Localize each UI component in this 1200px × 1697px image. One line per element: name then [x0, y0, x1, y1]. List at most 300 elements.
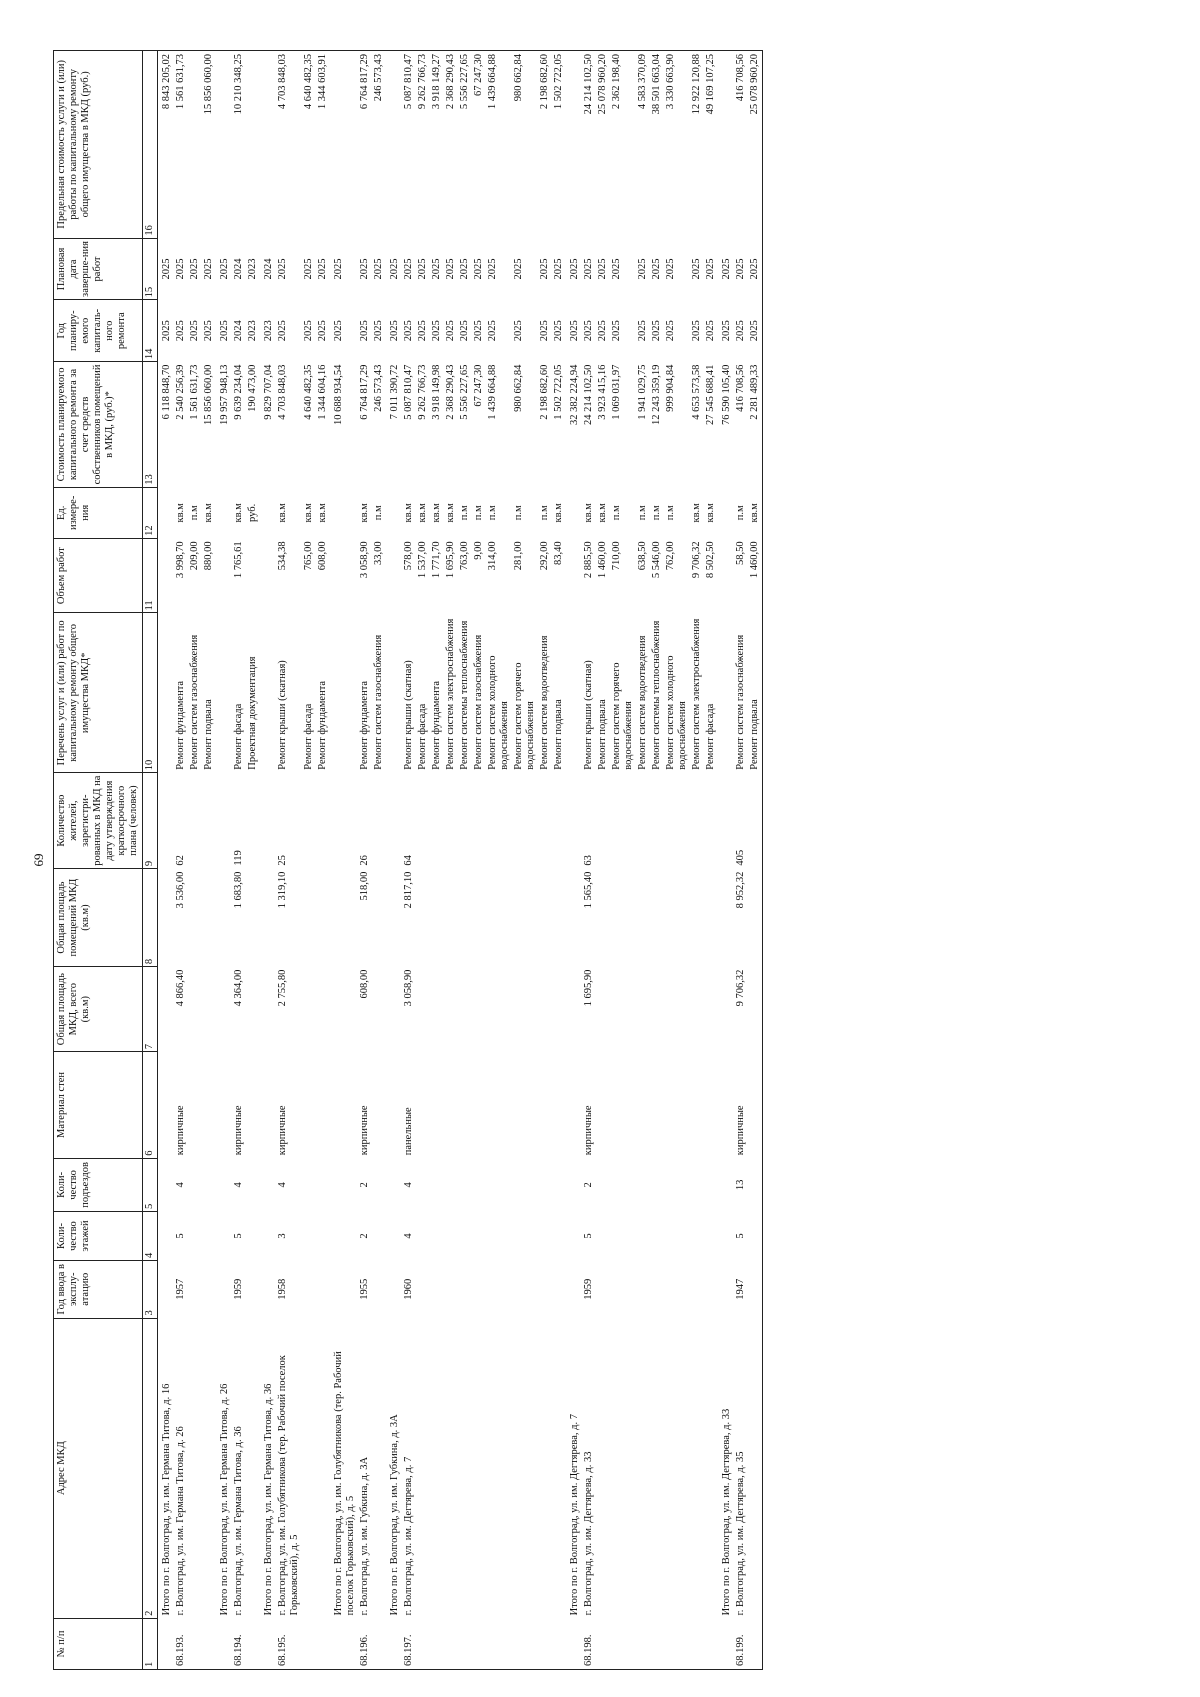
- table-cell: [566, 1052, 582, 1159]
- table-cell: [636, 773, 650, 869]
- table-row: [650, 51, 664, 1670]
- table-cell: Ремонт систем горячего водоснабжения: [513, 662, 536, 770]
- table-cell: [704, 967, 718, 1052]
- table-cell: [330, 869, 358, 967]
- column-number: 11: [143, 538, 158, 613]
- table-cell: Проектная документация: [247, 656, 258, 770]
- table-cell: [512, 1052, 538, 1159]
- table-cell: 2 198 682,60: [539, 364, 550, 420]
- table-cell: [610, 1158, 636, 1211]
- column-number: 4: [143, 1212, 158, 1261]
- table-cell: [430, 1318, 444, 1618]
- table-cell: 281,00: [513, 541, 524, 571]
- total-row: [260, 51, 276, 1670]
- table-cell: [690, 1318, 704, 1618]
- table-cell: 2025: [459, 320, 470, 342]
- table-cell: [330, 1618, 358, 1669]
- table-cell: кв.м: [431, 503, 442, 523]
- table-cell: [552, 1318, 566, 1618]
- table-cell: 38 501 663,04: [650, 51, 664, 239]
- table-cell: 2025: [389, 320, 400, 342]
- table-cell: 2023: [247, 258, 258, 280]
- table-cell: [650, 1212, 664, 1261]
- table-cell: 2025: [403, 320, 414, 342]
- column-number: 7: [143, 967, 158, 1052]
- column-header: Общая площадь МКД, всего (кв.м): [54, 967, 143, 1052]
- table-cell: [188, 1052, 202, 1159]
- table-cell: [748, 773, 763, 869]
- table-cell: кв.м: [417, 503, 428, 523]
- table-row: [552, 51, 566, 1670]
- total-row: [718, 51, 734, 1670]
- table-cell: 2025: [473, 258, 484, 280]
- table-cell: [216, 773, 232, 869]
- table-cell: 8 952,32: [735, 871, 746, 909]
- table-cell: [596, 1158, 610, 1211]
- table-cell: [718, 538, 734, 613]
- table-cell: 1 683,80: [233, 871, 244, 909]
- table-cell: 2025: [473, 320, 484, 342]
- table-row: [596, 51, 610, 1670]
- table-cell: 68.199.: [734, 1618, 748, 1669]
- table-cell: [316, 1052, 330, 1159]
- table-cell: 2025: [705, 258, 716, 280]
- table-cell: [216, 1212, 232, 1261]
- table-cell: [718, 613, 734, 773]
- table-cell: [596, 1318, 610, 1618]
- table-cell: 119: [233, 850, 244, 866]
- table-row: [690, 51, 704, 1670]
- table-cell: [610, 1212, 636, 1261]
- table-cell: 76 590 105,40: [721, 364, 732, 425]
- table-cell: п.м: [189, 505, 200, 521]
- capital-repair-table: [53, 50, 763, 1670]
- table-cell: Ремонт систем водоотведения: [539, 635, 550, 770]
- column-header: Материал стен: [54, 1052, 143, 1159]
- table-cell: [302, 1261, 316, 1319]
- table-cell: [538, 1158, 552, 1211]
- table-row: [188, 51, 202, 1670]
- table-row: [302, 51, 316, 1670]
- table-cell: [430, 967, 444, 1052]
- table-cell: 2 817,10: [403, 871, 414, 909]
- table-cell: Ремонт подвала: [597, 699, 608, 770]
- table-cell: 2025: [705, 320, 716, 342]
- table-cell: 1 319,10: [277, 871, 288, 909]
- table-cell: Ремонт подвала: [553, 699, 564, 770]
- table-cell: 4 653 573,58: [691, 364, 702, 420]
- table-cell: 1 069 031,97: [611, 364, 622, 420]
- table-cell: 1 344 603,91: [316, 51, 330, 239]
- table-cell: [718, 1618, 734, 1669]
- table-cell: 5 556 227,65: [459, 364, 470, 420]
- table-cell: 3 330 663,90: [664, 51, 690, 239]
- table-cell: [372, 967, 386, 1052]
- table-cell: [260, 1052, 276, 1159]
- table-cell: [566, 51, 582, 239]
- table-row: [372, 51, 386, 1670]
- table-cell: 314,00: [487, 541, 498, 571]
- table-cell: [664, 1618, 690, 1669]
- table-cell: п.м: [473, 505, 484, 521]
- table-cell: [188, 967, 202, 1052]
- table-cell: [430, 1158, 444, 1211]
- table-cell: Итого по г. Волгоград, ул. им. Дегтярева, д. 7: [569, 1414, 580, 1616]
- table-cell: [636, 1052, 650, 1159]
- table-cell: руб.: [247, 503, 258, 522]
- table-cell: [316, 1261, 330, 1319]
- table-cell: 2025: [203, 320, 214, 342]
- table-cell: [158, 773, 175, 869]
- table-cell: кирпичные: [175, 1105, 186, 1156]
- table-cell: Ремонт систем газоснабжения: [373, 634, 384, 770]
- table-cell: 2 885,50: [583, 541, 594, 579]
- table-cell: [610, 869, 636, 967]
- table-cell: 2025: [317, 320, 328, 342]
- table-cell: [472, 1318, 486, 1618]
- table-cell: [472, 1052, 486, 1159]
- table-cell: [386, 1618, 402, 1669]
- table-cell: [472, 1261, 486, 1319]
- table-cell: [650, 1158, 664, 1211]
- column-number: 1: [143, 1618, 158, 1669]
- table-cell: [386, 967, 402, 1052]
- table-cell: [330, 1158, 358, 1211]
- table-cell: 2025: [665, 320, 676, 342]
- table-cell: [664, 773, 690, 869]
- table-cell: 3 058,90: [403, 969, 414, 1007]
- table-cell: Ремонт фасада: [233, 703, 244, 770]
- table-cell: 1 695,90: [583, 969, 594, 1007]
- table-cell: 2025: [175, 258, 186, 280]
- table-cell: 68.198.: [582, 1618, 596, 1669]
- table-cell: [216, 967, 232, 1052]
- table-cell: [704, 1318, 718, 1618]
- table-cell: 2025: [569, 258, 580, 280]
- table-cell: [444, 1261, 458, 1319]
- table-cell: Ремонт фасада: [705, 703, 716, 770]
- table-row: [748, 51, 763, 1670]
- column-header: Адрес МКД: [54, 1318, 143, 1618]
- table-cell: [372, 1618, 386, 1669]
- column-number: 6: [143, 1052, 158, 1159]
- table-cell: г. Волгоград, ул. им. Дегтярева, д. 7: [403, 1456, 414, 1616]
- table-cell: [610, 1261, 636, 1319]
- table-cell: [330, 1052, 358, 1159]
- table-cell: [330, 773, 358, 869]
- table-cell: панельные: [403, 1107, 414, 1156]
- table-cell: 2: [583, 1182, 594, 1188]
- table-cell: [260, 1158, 276, 1211]
- table-cell: [704, 1618, 718, 1669]
- table-cell: 765,00: [303, 541, 314, 571]
- table-cell: п.м: [459, 505, 470, 521]
- table-cell: 2025: [539, 320, 550, 342]
- table-cell: [748, 967, 763, 1052]
- table-cell: [538, 1318, 552, 1618]
- table-cell: [512, 1318, 538, 1618]
- table-cell: [650, 967, 664, 1052]
- table-cell: 980 662,84: [512, 51, 538, 239]
- table-cell: [330, 51, 358, 239]
- table-cell: [216, 1052, 232, 1159]
- table-cell: п.м: [513, 505, 524, 521]
- table-row: [174, 51, 188, 1670]
- table-cell: [202, 967, 216, 1052]
- table-cell: 68.193.: [174, 1618, 188, 1669]
- table-cell: 4: [175, 1182, 186, 1188]
- table-cell: [596, 1052, 610, 1159]
- table-cell: 9 262 766,73: [416, 51, 430, 239]
- table-cell: [552, 967, 566, 1052]
- table-cell: 6 764 817,29: [358, 51, 372, 239]
- table-cell: 2025: [691, 258, 702, 280]
- table-cell: 1 695,90: [445, 541, 456, 579]
- table-cell: [472, 1618, 486, 1669]
- table-cell: [416, 869, 430, 967]
- table-cell: 1 502 722,05: [552, 51, 566, 239]
- table-cell: [596, 967, 610, 1052]
- table-cell: п.м: [487, 505, 498, 521]
- table-row: [358, 51, 372, 1670]
- table-cell: 2025: [637, 320, 648, 342]
- table-cell: [690, 1261, 704, 1319]
- table-cell: 2025: [513, 320, 524, 342]
- table-cell: кирпичные: [277, 1105, 288, 1156]
- table-cell: [552, 1158, 566, 1211]
- table-cell: [650, 1618, 664, 1669]
- table-cell: [246, 1261, 260, 1319]
- table-cell: 68.196.: [358, 1618, 372, 1669]
- table-cell: [636, 1318, 650, 1618]
- column-header: Коли-чество подъездов: [54, 1158, 143, 1211]
- table-cell: [246, 1158, 260, 1211]
- table-cell: [650, 1052, 664, 1159]
- table-cell: [416, 773, 430, 869]
- table-cell: [748, 869, 763, 967]
- table-cell: [486, 1158, 512, 1211]
- table-cell: [664, 1261, 690, 1319]
- table-cell: Ремонт фундамента: [359, 680, 370, 770]
- table-cell: [458, 1261, 472, 1319]
- table-cell: 4 583 370,09: [636, 51, 650, 239]
- table-cell: [386, 51, 402, 239]
- table-cell: [302, 1158, 316, 1211]
- table-cell: [512, 1158, 538, 1211]
- table-cell: [202, 1318, 216, 1618]
- table-cell: [596, 1261, 610, 1319]
- table-row: [202, 51, 216, 1670]
- table-cell: 2025: [359, 258, 370, 280]
- table-cell: 5 087 810,47: [403, 364, 414, 420]
- table-cell: [316, 1618, 330, 1669]
- table-cell: [202, 1212, 216, 1261]
- table-cell: кв.м: [317, 503, 328, 523]
- table-cell: 2024: [263, 258, 274, 280]
- table-cell: 25: [277, 855, 288, 866]
- table-row: [610, 51, 636, 1670]
- table-cell: 2025: [417, 258, 428, 280]
- table-cell: 2025: [651, 320, 662, 342]
- table-cell: 5: [175, 1233, 186, 1239]
- table-cell: [316, 1158, 330, 1211]
- table-cell: 12 922 120,88: [690, 51, 704, 239]
- table-cell: кирпичные: [735, 1105, 746, 1156]
- table-cell: 2025: [721, 258, 732, 280]
- total-row: [216, 51, 232, 1670]
- table-cell: Ремонт систем газоснабжения: [189, 634, 200, 770]
- table-cell: [202, 1052, 216, 1159]
- table-cell: кв.м: [748, 487, 763, 538]
- table-cell: 2025: [553, 258, 564, 280]
- column-header: Количество жителей, зарегистри-рованных в МКД на дату утверждения краткосрочного плана (человек): [54, 773, 143, 869]
- column-number: 14: [143, 300, 158, 362]
- table-cell: [260, 773, 276, 869]
- table-cell: 4: [403, 1233, 414, 1239]
- table-cell: [416, 1318, 430, 1618]
- column-header: Общая площадь помещений МКД (кв.м): [54, 869, 143, 967]
- table-cell: 1 561 631,73: [189, 364, 200, 420]
- table-cell: [610, 1318, 636, 1618]
- table-cell: [416, 1212, 430, 1261]
- table-cell: [458, 869, 472, 967]
- table-cell: 6 764 817,29: [359, 364, 370, 420]
- table-cell: [416, 1052, 430, 1159]
- table-cell: [636, 1158, 650, 1211]
- table-cell: Ремонт систем газоснабжения: [473, 634, 484, 770]
- column-header: Год планиру-емого капиталь-ного ремонта: [54, 300, 143, 362]
- table-cell: [202, 869, 216, 967]
- table-cell: [566, 1212, 582, 1261]
- table-cell: [444, 773, 458, 869]
- table-cell: [216, 538, 232, 613]
- table-cell: [216, 613, 232, 773]
- table-cell: [430, 1261, 444, 1319]
- table-cell: [486, 1618, 512, 1669]
- table-cell: Ремонт систем электроснабжения: [691, 618, 702, 770]
- table-cell: [386, 613, 402, 773]
- table-cell: 4 703 848,03: [277, 364, 288, 420]
- table-cell: [458, 1052, 472, 1159]
- table-cell: 763,00: [459, 541, 470, 571]
- table-cell: г. Волгоград, ул. им. Голубятникова (тер. Рабочий поселок Горьковский), д. 5: [277, 1355, 300, 1616]
- table-cell: [664, 1212, 690, 1261]
- table-cell: 4 703 848,03: [276, 51, 302, 239]
- table-cell: Ремонт фасада: [303, 703, 314, 770]
- table-cell: Ремонт фундамента: [175, 680, 186, 770]
- table-cell: 534,38: [277, 541, 288, 571]
- table-cell: Итого по г. Волгоград, ул. им. Германа Титова, д. 36: [263, 1383, 274, 1616]
- table-cell: [538, 773, 552, 869]
- table-cell: Итого по г. Волгоград, ул. им. Германа Титова, д. 16: [161, 1383, 172, 1616]
- table-cell: 762,00: [665, 541, 676, 571]
- table-row: [704, 51, 718, 1670]
- table-cell: 2024: [233, 320, 244, 342]
- table-cell: [538, 1618, 552, 1669]
- table-cell: [416, 967, 430, 1052]
- table-cell: Ремонт крыши (скатная): [583, 660, 594, 770]
- table-cell: 3: [277, 1233, 288, 1239]
- table-cell: кв.м: [691, 503, 702, 523]
- table-cell: 2 368 290,43: [445, 364, 456, 420]
- table-cell: 2025: [553, 320, 564, 342]
- table-cell: [704, 1052, 718, 1159]
- table-cell: [188, 51, 202, 239]
- table-cell: 2 540 256,39: [175, 364, 186, 420]
- table-cell: 2 198 682,60: [538, 51, 552, 239]
- table-cell: кв.м: [233, 503, 244, 523]
- table-cell: 2 368 290,43: [444, 51, 458, 239]
- table-cell: 2: [359, 1233, 370, 1239]
- table-cell: [718, 869, 734, 967]
- column-number: 8: [143, 869, 158, 967]
- table-cell: [748, 1318, 763, 1618]
- table-cell: [596, 1212, 610, 1261]
- table-cell: [372, 1261, 386, 1319]
- table-row: [316, 51, 330, 1670]
- table-cell: 2025: [277, 320, 288, 342]
- table-cell: 68.195.: [276, 1618, 302, 1669]
- table-cell: 2 362 198,40: [610, 51, 636, 239]
- table-cell: 9 829 707,04: [263, 364, 274, 420]
- rotated-page: [25, 50, 1165, 1670]
- table-cell: [444, 967, 458, 1052]
- column-header: Стоимость планируемого капитального ремонта за счет средств собственников помещений в МКД, (руб.)*: [54, 362, 143, 488]
- table-cell: 2025: [459, 258, 470, 280]
- table-cell: [664, 869, 690, 967]
- table-cell: [202, 1261, 216, 1319]
- table-cell: 2025: [373, 320, 384, 342]
- table-cell: [748, 1158, 763, 1211]
- table-cell: [552, 773, 566, 869]
- table-cell: [552, 1618, 566, 1669]
- table-cell: Ремонт системы теплоснабжения: [651, 620, 662, 770]
- table-cell: 638,50: [637, 541, 648, 571]
- table-cell: [386, 869, 402, 967]
- table-cell: [386, 773, 402, 869]
- table-cell: [610, 967, 636, 1052]
- table-cell: 2025: [189, 258, 200, 280]
- table-cell: [718, 773, 734, 869]
- table-cell: 2025: [748, 300, 763, 362]
- table-cell: [158, 487, 175, 538]
- table-cell: [636, 869, 650, 967]
- table-cell: 58,50: [735, 541, 746, 566]
- table-cell: кв.м: [553, 503, 564, 523]
- column-number: 15: [143, 238, 158, 300]
- table-cell: 3 923 415,16: [597, 364, 608, 420]
- table-cell: г. Волгоград, ул. им. Губкина, д. 3А: [359, 1456, 370, 1616]
- table-cell: 2025: [403, 258, 414, 280]
- table-cell: 880,00: [203, 541, 214, 571]
- table-cell: [512, 967, 538, 1052]
- table-row: [402, 51, 416, 1670]
- table-cell: 2025: [513, 258, 524, 280]
- table-cell: [610, 1618, 636, 1669]
- table-cell: 2025: [735, 258, 746, 280]
- table-cell: [512, 773, 538, 869]
- table-cell: 68.197.: [402, 1618, 416, 1669]
- table-row: [416, 51, 430, 1670]
- table-cell: [330, 487, 358, 538]
- table-cell: [538, 1212, 552, 1261]
- table-cell: кв.м: [597, 503, 608, 523]
- table-cell: Ремонт систем горячего водоснабжения: [611, 662, 634, 770]
- table-cell: [246, 1212, 260, 1261]
- table-cell: [690, 869, 704, 967]
- table-cell: [748, 1052, 763, 1159]
- table-cell: кв.м: [583, 503, 594, 523]
